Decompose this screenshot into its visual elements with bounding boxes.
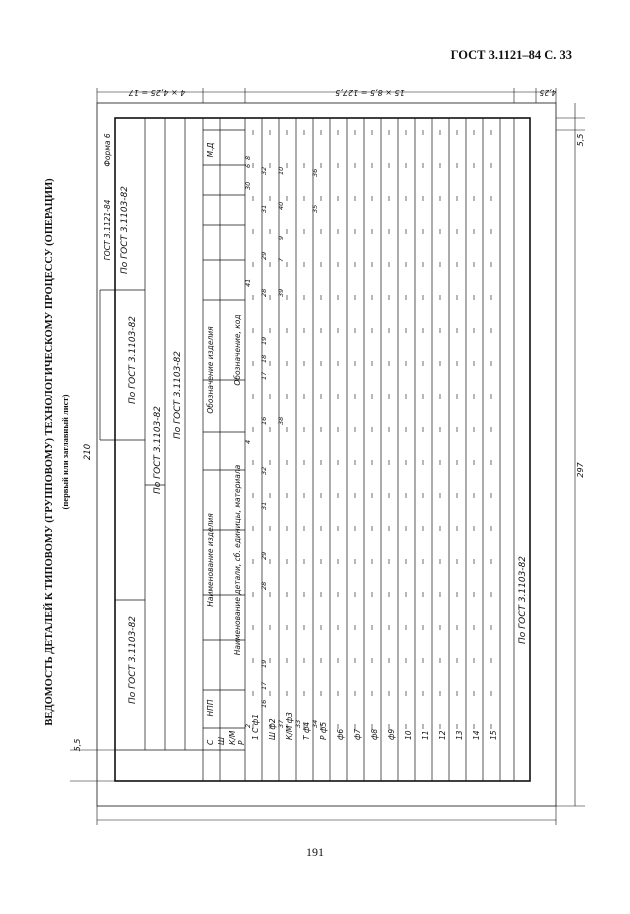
num-6: 6 xyxy=(244,163,252,168)
num-30: 30 xyxy=(244,181,252,190)
num-29: 29 xyxy=(260,551,268,560)
head-npp: НПП xyxy=(206,699,215,717)
row-12: 12 xyxy=(438,730,447,740)
dim-top-right: 4,25 xyxy=(539,88,557,97)
marker-sh: Ш xyxy=(217,736,226,745)
num-31b: 31 xyxy=(260,204,268,213)
gost-main: ГОСТ 3.1121-84 xyxy=(103,199,112,261)
num-40: 40 xyxy=(277,201,285,210)
row-11: 11 xyxy=(421,730,430,740)
num-8: 8 xyxy=(244,155,252,160)
head-name-detail: Наименование детали, сб. единицы, материала xyxy=(233,464,242,656)
running-header: ГОСТ 3.1121–84 С. 33 xyxy=(450,48,572,62)
head-name: Наименование изделия xyxy=(206,513,215,607)
row-13: 13 xyxy=(455,730,464,740)
dim-bottom-width: 210 xyxy=(83,443,93,461)
num-34: 34 xyxy=(311,719,319,728)
dim-top-mid: 15 × 8,5 = 127,5 xyxy=(335,88,405,97)
num-29b: 29 xyxy=(260,251,268,260)
row-4: Т ф4 xyxy=(302,721,311,740)
num-2: 2 xyxy=(244,723,252,728)
num-41: 41 xyxy=(244,278,252,287)
row-6: ф6 xyxy=(336,728,345,740)
row-15: 15 xyxy=(489,730,498,740)
row-3: К/М ф3 xyxy=(285,712,294,740)
ref-block-c: По ГОСТ 3.1103-82 xyxy=(153,405,163,495)
num-19b: 19 xyxy=(260,336,268,345)
row-5: Р ф5 xyxy=(319,721,328,740)
num-32b: 32 xyxy=(260,166,268,175)
num-28b: 28 xyxy=(260,288,268,297)
num-19a: 19 xyxy=(260,659,268,668)
num-18: 18 xyxy=(260,354,268,363)
row-9: ф9 xyxy=(387,728,396,740)
dim-top-left: 4 × 4,25 = 17 xyxy=(128,88,186,97)
num-16b: 16 xyxy=(260,416,268,425)
field-numbers xyxy=(244,156,319,728)
caption-subtitle: (первый или заглавный лист) xyxy=(60,394,70,510)
num-9: 9 xyxy=(277,235,285,240)
form-name: Форма 6 xyxy=(103,133,112,167)
num-32: 32 xyxy=(260,466,268,475)
page-number: 191 xyxy=(306,845,324,859)
ref-bottom: По ГОСТ 3.1103-82 xyxy=(518,555,528,645)
ref-top: По ГОСТ 3.1103-82 xyxy=(120,185,130,275)
num-10: 10 xyxy=(277,166,285,175)
marker-r: Р xyxy=(237,740,246,745)
dim-right-main: 297 xyxy=(576,462,585,478)
ref-block-a: По ГОСТ 3.1103-82 xyxy=(128,615,138,705)
ref-block-d: По ГОСТ 3.1103-82 xyxy=(173,350,183,440)
num-38: 38 xyxy=(277,416,285,425)
marker-km: К/М xyxy=(228,730,237,745)
row-7: ф7 xyxy=(353,728,362,740)
num-28: 28 xyxy=(260,581,268,590)
num-17b: 17 xyxy=(260,371,268,380)
head-designation: Обозначение изделия xyxy=(206,326,215,414)
num-17: 17 xyxy=(260,681,268,690)
num-16: 16 xyxy=(260,699,268,708)
row-1: 1 С ф1 xyxy=(251,714,260,740)
marker-c: С xyxy=(206,739,215,745)
row-2: Ш ф2 xyxy=(268,718,277,740)
dim-left-bottom: 5,5 xyxy=(73,738,82,752)
num-36: 36 xyxy=(311,168,319,177)
num-37: 37 xyxy=(277,719,285,728)
head-code: Обозначение, код xyxy=(233,314,242,386)
ref-block-b: По ГОСТ 3.1103-82 xyxy=(128,315,138,405)
caption-title: ВЕДОМОСТЬ ДЕТАЛЕЙ К ТИПОВОМУ (ГРУППОВОМУ) ТЕХНОЛОГИЧЕСКОМУ ПРОЦЕССУ (ОПЕРАЦИИ) xyxy=(44,178,55,726)
row-8: ф8 xyxy=(370,728,379,740)
dim-right-top: 5,5 xyxy=(576,133,585,147)
row-14: 14 xyxy=(472,730,481,740)
row-10: 10 xyxy=(404,730,413,740)
head-md: М.Д xyxy=(206,142,215,158)
num-35: 35 xyxy=(311,204,319,213)
num-33: 33 xyxy=(294,719,302,728)
num-7: 7 xyxy=(277,257,285,262)
num-39: 39 xyxy=(277,288,285,297)
num-31: 31 xyxy=(260,501,268,510)
num-4: 4 xyxy=(244,439,252,444)
